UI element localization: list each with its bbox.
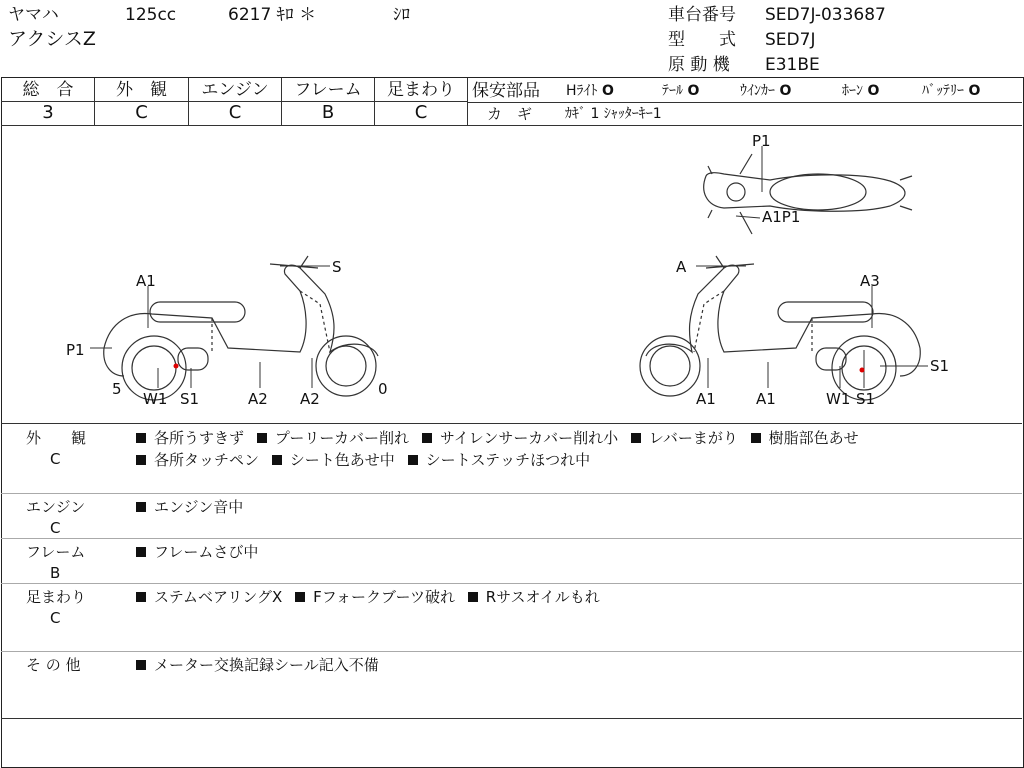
- note-engine-grade: C: [50, 519, 61, 537]
- note-other-line-1: メーター交換記録シール記入不備: [136, 655, 379, 675]
- safety-item-winker: ｳｲﾝｶｰ O: [740, 83, 792, 99]
- note-other-label: そ の 他: [26, 656, 81, 674]
- chassis-value: SED7J-033687: [765, 5, 886, 25]
- engine-label: 原 動 機: [668, 55, 730, 75]
- note-exterior-grade: C: [50, 450, 61, 468]
- grade-total-label: 総 合: [22, 80, 74, 100]
- grade-suspension-label: 足まわり: [387, 80, 455, 100]
- scooter-damage-diagram: [0, 126, 1024, 423]
- note-exterior-line-1: 各所うすきず プーリーカバー削れ サイレンサーカバー削れ小 レバーまがり 樹脂部色あせ: [136, 428, 859, 448]
- label-left-w1: W1: [143, 390, 168, 408]
- displacement: 125cc: [125, 5, 177, 25]
- note-engine-label: エンジン: [26, 498, 86, 516]
- safety-item-tail: ﾃｰﾙ O: [662, 83, 700, 99]
- note-suspension-line-1: ステムベアリングX Fフォークブーツ破れ Rサスオイルもれ: [136, 587, 600, 607]
- safety-divider: [467, 102, 1022, 103]
- label-top-p1: P1: [752, 132, 771, 150]
- grade-frame-value: B: [321, 102, 335, 123]
- label-left-a2a: A2: [248, 390, 268, 408]
- chassis-label: 車台番号: [668, 5, 736, 25]
- label-left-s: S: [332, 258, 342, 276]
- label-right-s1: S1: [930, 357, 950, 375]
- note-suspension-grade: C: [50, 609, 61, 627]
- note-frame-label: フレーム: [26, 543, 86, 561]
- note-frame-line-1: フレームさび中: [136, 542, 258, 562]
- label-left-a2b: A2: [300, 390, 320, 408]
- note-engine-line-1: エンジン音中: [136, 497, 243, 517]
- label-right-a: A: [676, 258, 687, 276]
- label-left-s1: S1: [180, 390, 200, 408]
- label-left-p1: P1: [66, 341, 85, 359]
- grade-total-value: 3: [42, 102, 54, 123]
- note-frame-grade: B: [50, 564, 61, 582]
- label-right-a1a: A1: [696, 390, 716, 408]
- key-label: カ ギ: [487, 105, 533, 123]
- maker: ヤマハ: [8, 5, 59, 25]
- safety-item-headlight: Hﾗｲﾄ O: [566, 83, 614, 99]
- scooter-top-view: [704, 154, 912, 234]
- label-left-a1: A1: [136, 272, 156, 290]
- label-left-5: 5: [112, 380, 122, 398]
- label-right-w1: W1: [826, 390, 851, 408]
- safety-label: 保安部品: [472, 81, 540, 101]
- label-right-s1b: S1: [856, 390, 876, 408]
- grade-engine-label: エンジン: [201, 80, 269, 100]
- key-value: ｶｷﾞ 1 ｼｬｯﾀｰｷｰ1: [565, 106, 662, 122]
- body-color: ｼﾛ: [393, 5, 410, 25]
- grade-exterior-label: 外 観: [116, 80, 167, 100]
- note-exterior-label: 外 観: [26, 429, 87, 447]
- label-left-0: 0: [378, 380, 388, 398]
- label-top-a1p1: A1P1: [762, 208, 801, 226]
- label-right-a1b: A1: [756, 390, 776, 408]
- label-right-a3: A3: [860, 272, 880, 290]
- safety-item-battery: ﾊﾞｯﾃﾘｰ O: [922, 83, 981, 99]
- model-name: アクシスZ: [8, 28, 96, 50]
- safety-item-horn: ﾎｰﾝ O: [842, 83, 880, 99]
- note-suspension-label: 足まわり: [26, 588, 87, 606]
- type-value: SED7J: [765, 30, 816, 50]
- type-label: 型 式: [668, 30, 736, 50]
- grade-exterior-value: C: [135, 102, 148, 123]
- grade-frame-label: フレーム: [294, 80, 362, 100]
- mileage: 6217 ｷﾛ ＊: [228, 5, 317, 25]
- engine-value: E31BE: [765, 55, 820, 75]
- note-exterior-line-2: 各所タッチペン シート色あせ中 シートステッチほつれ中: [136, 450, 590, 470]
- grade-suspension-value: C: [414, 102, 428, 123]
- grade-engine-value: C: [228, 102, 242, 123]
